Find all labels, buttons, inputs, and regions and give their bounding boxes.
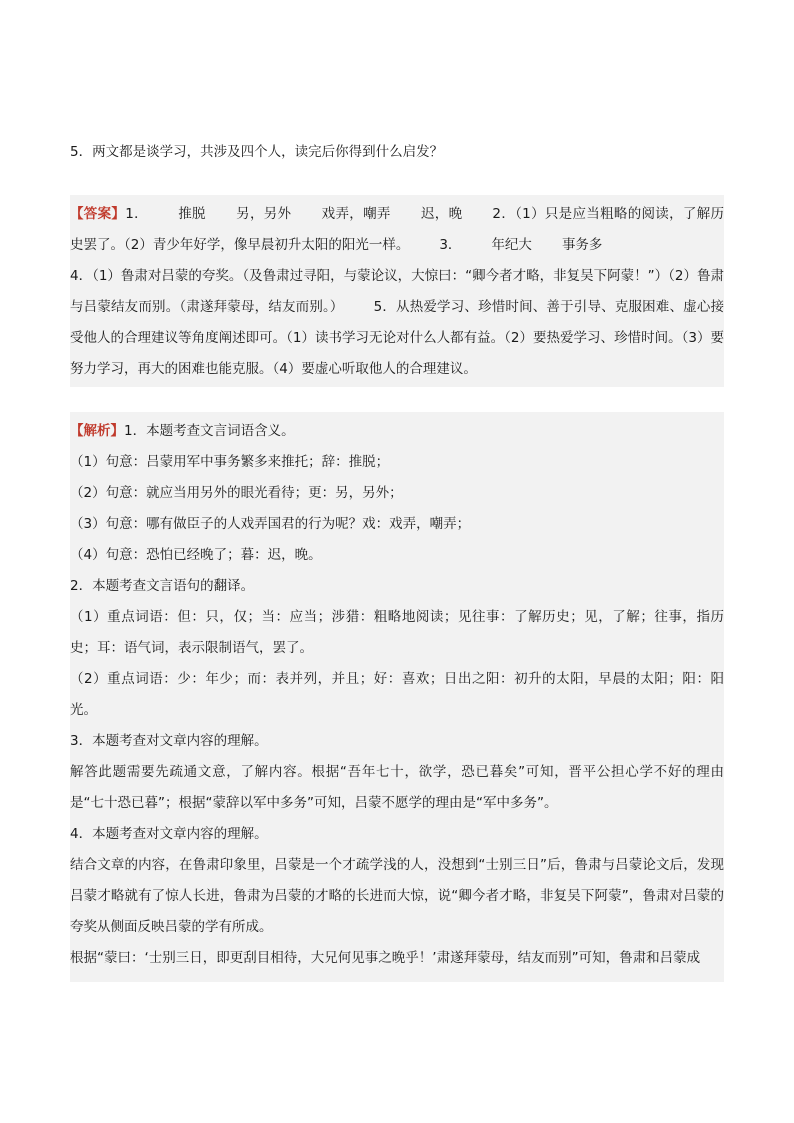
analysis-block bbox=[70, 412, 724, 982]
analysis-line: 解答此题需要先疏通文意，了解内容。根据“吾年七十，欲学，恐已暮矣”可知，晋平公担心学不好的理由是“七十恐已暮”；根据“蒙辞以军中多务”可知，吕蒙不愿学的理由是“军中多务”。 bbox=[70, 764, 724, 811]
analysis-line: （1）句意：吕蒙用军中事务繁多来推托；辞：推脱； bbox=[70, 454, 390, 470]
analysis-label: 【解析】 bbox=[70, 423, 124, 439]
analysis-line: 3．本题考查对文章内容的理解。 bbox=[70, 733, 268, 749]
analysis-line: （4）句意：恐怕已经晚了；暮：迟，晚。 bbox=[70, 547, 322, 563]
answer-q5: 5．从热爱学习、珍惜时间、善于引导、克服困难、虚心接受他人的合理建议等角度阐述即可。（1）读书学习无论对什么人都有益。（2）要热爱学习、珍惜时间。（3）要努力学习，再大的困难也能克服。（4）要虚心听取他人的合理建议。 bbox=[70, 299, 724, 377]
analysis-line: 2．本题考查文言语句的翻译。 bbox=[70, 578, 255, 594]
analysis-line: （1）重点词语：但：只，仅；当：应当；涉猎：粗略地阅读；见往事：了解历史；见，了解；往事，指历史；耳：语气词，表示限制语气，罢了。 bbox=[70, 609, 724, 656]
analysis-line: （3）句意：哪有做臣子的人戏弄国君的行为呢？戏：戏弄，嘲弄； bbox=[70, 516, 471, 532]
answer-q1-item: 迟，晚 bbox=[420, 206, 463, 222]
analysis-line: 根据“蒙曰：‘士别三日，即更刮目相待，大兄何见事之晚乎！’肃遂拜蒙母，结友而别”可知，鲁肃和吕蒙成 bbox=[70, 950, 701, 966]
answer-q1-item: 戏弄，嘲弄 bbox=[321, 206, 391, 222]
analysis-line: 结合文章的内容，在鲁肃印象里，吕蒙是一个才疏学浅的人，没想到“士别三日”后，鲁肃与吕蒙论文后，发现吕蒙才略就有了惊人长进，鲁肃为吕蒙的才略的长进而大惊，说“卿今者才略，非复吴下阿蒙”，鲁肃对吕蒙的夸奖从侧面反映吕蒙的学有所成。 bbox=[70, 857, 724, 935]
analysis-line: 【解析】1．本题考查文言词语含义。 bbox=[70, 423, 295, 439]
answer-q3-number: 3． bbox=[439, 237, 462, 253]
answer-q4: 4．（1）鲁肃对吕蒙的夸奖。（及鲁肃过寻阳，与蒙论议，大惊曰：“卿今者才略，非复吴下阿蒙！”）（2）鲁肃与吕蒙结友而别。（肃遂拜蒙母，结友而别。） bbox=[70, 268, 725, 315]
answer-q1-item: 另，另外 bbox=[235, 206, 292, 222]
analysis-line: （2）句意：就应当用另外的眼光看待；更：另，另外； bbox=[70, 485, 403, 501]
answer-block bbox=[70, 195, 724, 387]
answer-q1-number: 1． bbox=[125, 206, 148, 222]
answer-line-1 bbox=[70, 199, 724, 261]
answer-line-2 bbox=[70, 261, 724, 385]
answer-q2: 2．（1）只是应当粗略的阅读，了解历史罢了。（2）青少年好学，像早晨初升太阳的阳光一样。 bbox=[70, 206, 725, 253]
answer-q3-item: 年纪大 bbox=[491, 237, 532, 253]
answer-q1-item: 推脱 bbox=[177, 206, 206, 222]
question-5: 5．两文都是谈学习，共涉及四个人，读完后你得到什么启发？ bbox=[70, 144, 444, 160]
analysis-line: （2）重点词语：少：年少；而：表并列，并且；好：喜欢；日出之阳：初升的太阳，早晨的太阳；阳：阳光。 bbox=[70, 671, 724, 718]
answer-q3-item: 事务多 bbox=[561, 237, 603, 253]
analysis-line: 4．本题考查对文章内容的理解。 bbox=[70, 826, 268, 842]
answer-label: 【答案】 bbox=[70, 206, 126, 222]
